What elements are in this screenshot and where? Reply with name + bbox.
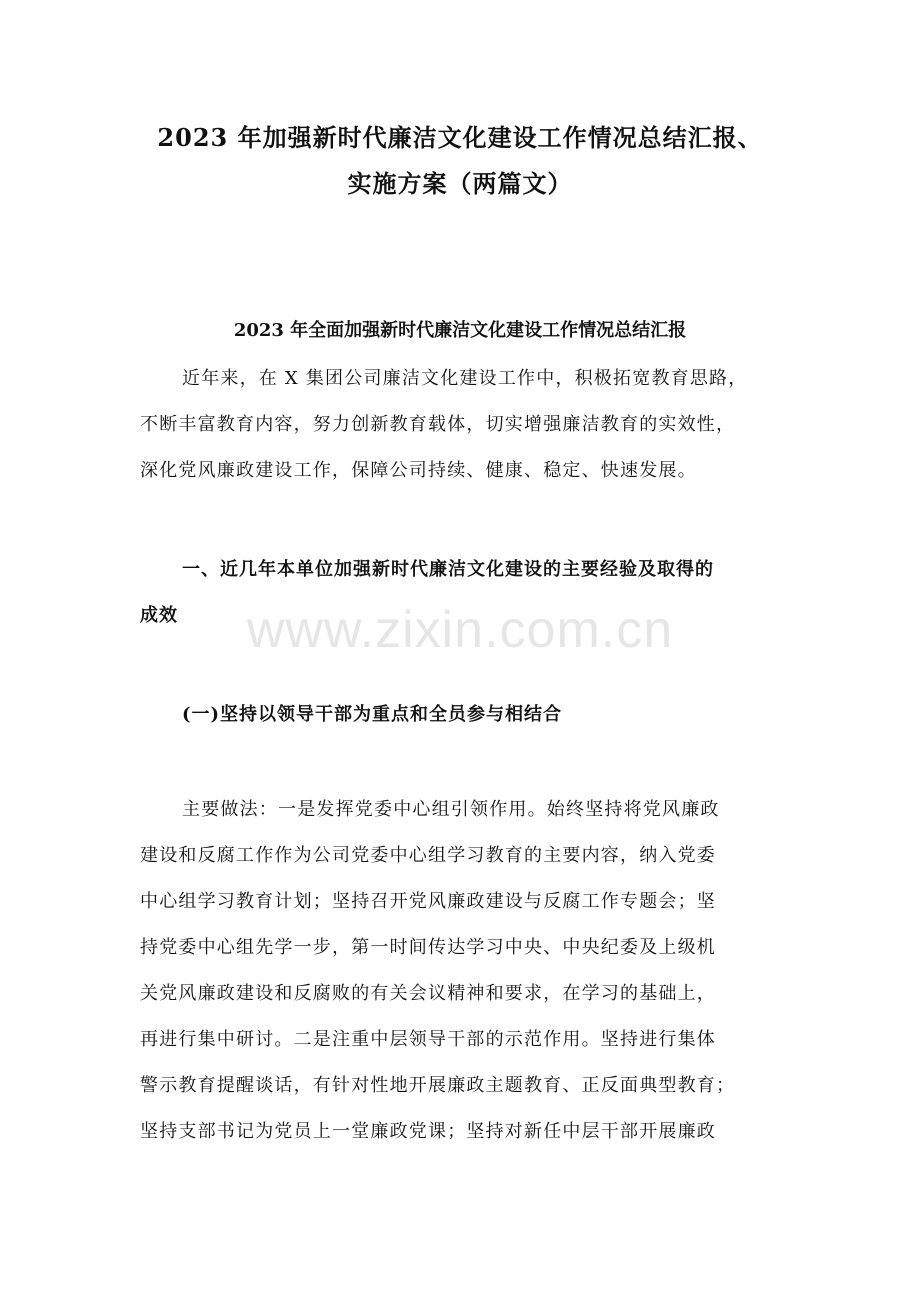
document-title-line-1: 2023 年加强新时代廉洁文化建设工作情况总结汇报、	[157, 123, 763, 152]
body-line: 主要做法：一是发挥党委中心组引领作用。始终坚持将党风廉政	[182, 799, 720, 820]
body-line: 持党委中心组先学一步，第一时间传达学习中央、中央纪委及上级机	[140, 937, 716, 958]
heading-line: (一)坚持以领导干部为重点和全员参与相结合	[182, 704, 563, 725]
body-line: 警示教育提醒谈话，有针对性地开展廉政主题教育、正反面典型教育；	[140, 1075, 736, 1096]
section-subtitle: 2023 年全面加强新时代廉洁文化建设工作情况总结汇报	[233, 320, 687, 341]
body-line: 坚持支部书记为党员上一堂廉政党课；坚持对新任中层干部开展廉政	[140, 1121, 716, 1142]
body-line: 中心组学习教育计划；坚持召开党风廉政建设与反腐工作专题会；坚	[140, 891, 716, 912]
body-line: 关党风廉政建设和反腐败的有关会议精神和要求，在学习的基础上，	[140, 983, 716, 1004]
intro-line: 深化党风廉政建设工作，保障公司持续、健康、稳定、快速发展。	[140, 460, 697, 481]
body-line: 再进行集中研讨。二是注重中层领导干部的示范作用。坚持进行集体	[140, 1029, 716, 1050]
intro-line: 近年来，在 X 集团公司廉洁文化建设工作中，积极拓宽教育思路，	[182, 368, 748, 389]
watermark: www.zixin.com.cn	[246, 601, 674, 659]
body-line: 建设和反腐工作作为公司党委中心组学习教育的主要内容，纳入党委	[140, 845, 716, 866]
section-1-heading	[140, 547, 790, 639]
intro-line: 不断丰富教育内容，努力创新教育载体，切实增强廉洁教育的实效性，	[140, 414, 736, 435]
heading-line: 成效	[140, 605, 178, 626]
intro-paragraph	[140, 356, 790, 494]
subsection-1-heading	[140, 692, 790, 738]
document-title-line-2: 实施方案（两篇文）	[347, 169, 573, 198]
body-paragraph	[140, 787, 790, 1155]
heading-line: 一、近几年本单位加强新时代廉洁文化建设的主要经验及取得的	[182, 559, 714, 580]
